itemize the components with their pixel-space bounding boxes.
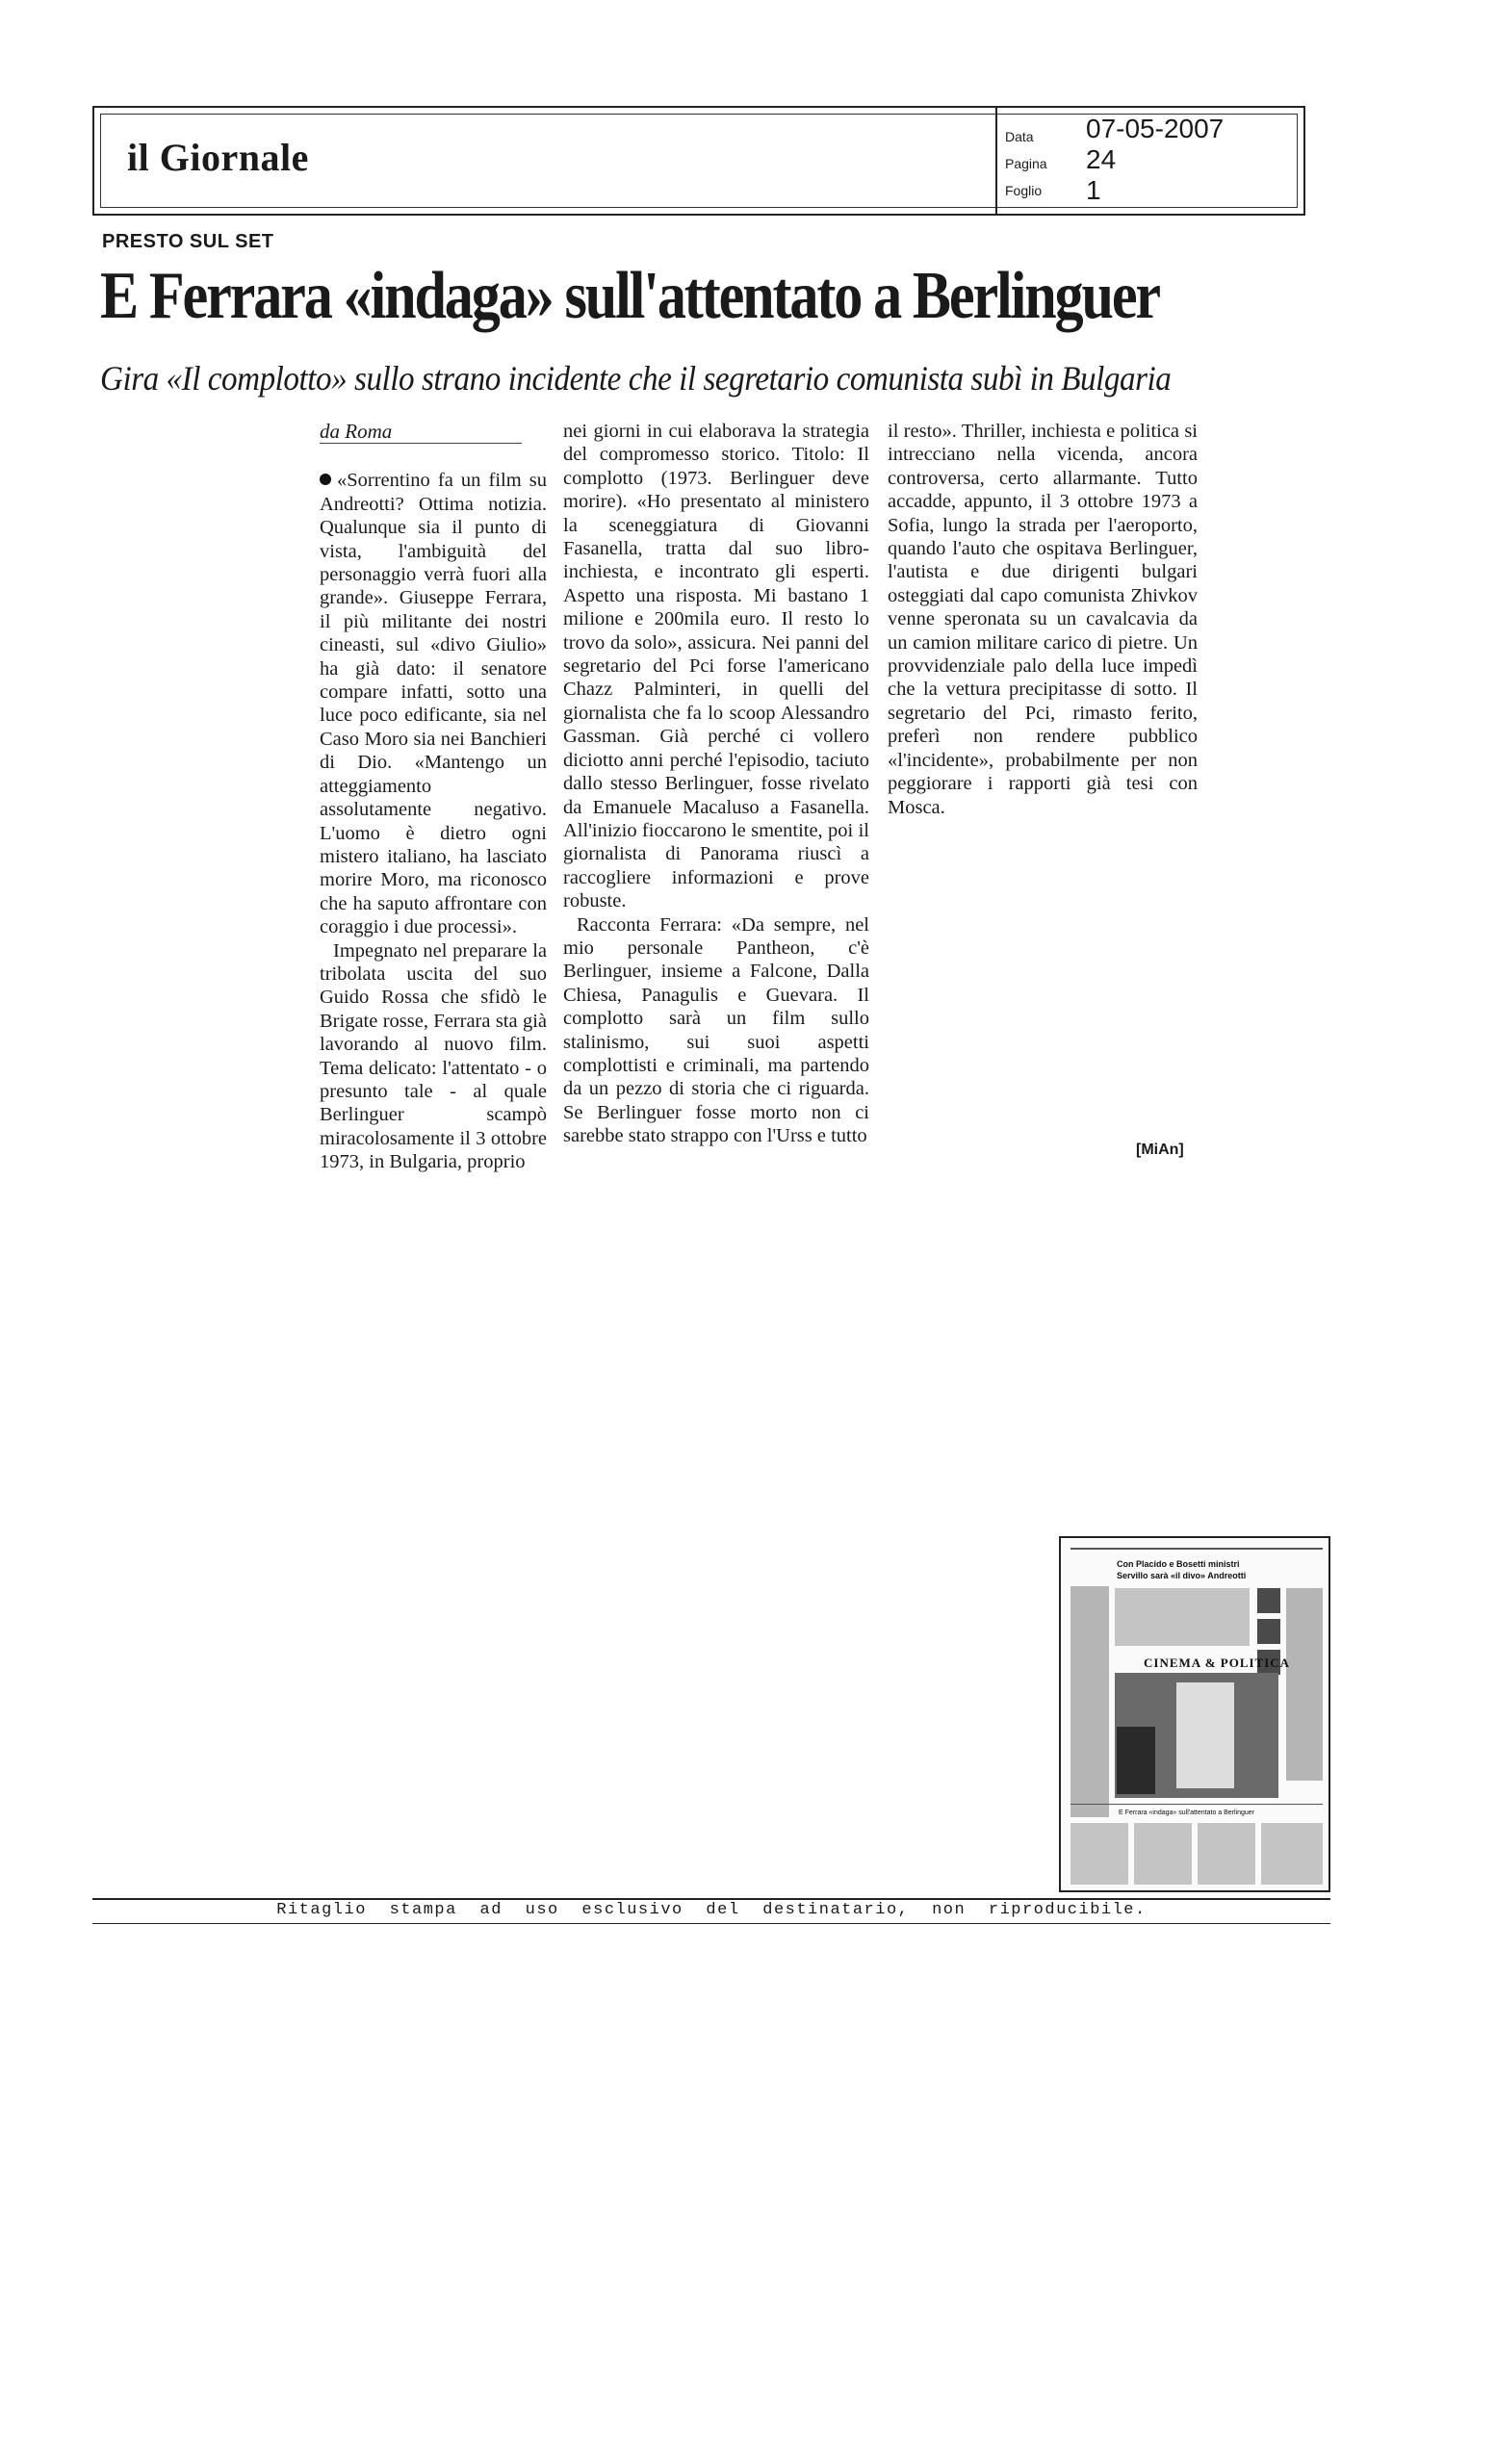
meta-labels — [1005, 123, 1092, 204]
column-paragraph: il resto». Thriller, inchiesta e politica si intrecciano nella vicenda, ancora controversa, certo allarmante. Tutto accadde, appunto, il 3 ottobre 1973 a Sofia, lungo la strada per l'aeroporto, quando l'auto che ospitava Berlinguer, l'autista e due dirigenti bulgari osteggiati dal capo comunista Zhivkov venne speronata su un cavalcavia da un camion militare carico di pietre. Un provvidenziale palo della luce impedì che la vettura precipitasse di sotto. Il segretario del Pci, rimasto ferito, preferì non rendere pubblico «l'incidente», probabilmente per non peggiorare i rapporti già tesi con Mosca. — [888, 421, 1198, 818]
thumbnail-rule — [1070, 1804, 1323, 1805]
sheet-value: 1 — [1086, 175, 1101, 205]
header-divider — [995, 108, 997, 214]
author-signature: [MiAn] — [1136, 1142, 1184, 1158]
thumbnail-article-caption: E Ferrara «indaga» sull'attentato a Berlinguer — [1119, 1810, 1255, 1816]
thumbnail-headline-2: Servillo sarà «il divo» Andreotti — [1117, 1571, 1247, 1580]
column-2-text — [563, 420, 869, 1148]
column-paragraph: «Sorrentino fa un film su Andreotti? Ottima notizia. Qualunque sia il punto di vista, l'ambiguità del personaggio verrà fuori alla grande». Giuseppe Ferrara, il più militante dei nostri cineasti, sul «divo Giulio» ha già dato: il senatore compare infatti, sotto una luce poco edificante, sia nel Caso Moro sia nei Banchieri di Dio. «Mantengo un atteggiamento assolutamente negativo. L'uomo è dietro ogni mistero italiano, ha lasciato morire Moro, ma riconosco che ha saputo affrontare con coraggio i due processi». — [320, 470, 547, 938]
article-byline: da Roma — [320, 420, 522, 444]
thumbnail-photo-figure — [1176, 1682, 1234, 1788]
bullet-icon — [320, 474, 331, 485]
article-column-2 — [563, 420, 869, 1148]
date-label: Data — [1005, 129, 1034, 144]
thumbnail-section-title: CINEMA & POLITICA — [1144, 1656, 1291, 1670]
thumbnail-headline-1: Con Placido e Bosetti ministri — [1117, 1559, 1240, 1569]
column-paragraph: Impegnato nel preparare la tribolata uscita del suo Guido Rossa che sfidò le Brigate rosse, Ferrara sta già lavorando al nuovo film. Tema delicato: l'attentato - o presunto tale - al quale Berlinguer scampò miracolosamente il 3 ottobre 1973, in Bulgaria, proprio — [320, 939, 547, 1173]
article-column-1 — [320, 420, 547, 1174]
page-value: 24 — [1086, 144, 1117, 174]
clipping-footer-notice: Ritaglio stampa ad uso esclusivo del destinatario, non riproducibile. — [92, 1898, 1330, 1924]
thumbnail-text-block — [1115, 1588, 1250, 1646]
date-value: 07-05-2007 — [1086, 114, 1225, 143]
column-3-text — [888, 420, 1198, 819]
thumbnail-text-column — [1070, 1586, 1109, 1817]
thumbnail-text-block — [1198, 1823, 1255, 1885]
clipping-header — [92, 106, 1305, 216]
page-label: Pagina — [1005, 156, 1047, 171]
article-headline: E Ferrara «indaga» sull'attentato a Berlinguer — [100, 259, 1159, 333]
thumbnail-text-block — [1070, 1823, 1128, 1885]
thumbnail-text-block — [1261, 1823, 1323, 1885]
article-subhead: Gira «Il complotto» sullo strano incidente che il segretario comunista subì in Bulgaria — [100, 359, 1172, 398]
thumbnail-photo-figure — [1117, 1727, 1155, 1794]
column-1-text — [320, 469, 547, 1173]
column-paragraph: Racconta Ferrara: «Da sempre, nel mio personale Pantheon, c'è Berlinguer, insieme a Falcone, Dalla Chiesa, Panagulis e Guevara. Il complotto sarà un film sullo stalinismo, sui suoi aspetti complottisti e criminali, ma partendo da un pezzo di storia che ci riguarda. Se Berlinguer fosse morto non ci sarebbe stato strappo con l'Urss e tutto — [563, 913, 869, 1147]
article-kicker: PRESTO SUL SET — [102, 231, 274, 252]
thumbnail-text-column — [1286, 1588, 1323, 1781]
page-thumbnail — [1059, 1536, 1330, 1892]
newspaper-masthead: il Giornale — [127, 136, 309, 179]
thumbnail-portrait — [1257, 1588, 1280, 1613]
column-paragraph: nei giorni in cui elaborava la strategia del compromesso storico. Titolo: Il complotto (1973. Berlinguer deve morire). «Ho presentato al ministero la sceneggiatura di Giovanni Fasanella, tratta dal suo libro-inchiesta, e incontrato gli esperti. Aspetto una risposta. Mi bastano 1 milione e 200mila euro. Il resto lo trovo da solo», assicura. Nei panni del segretario del Pci forse l'americano Chazz Palminteri, in quelli del giornalista che fa lo scoop Alessandro Gassman. Già perché ci vollero diciotto anni perché l'episodio, taciuto dallo stesso Berlinguer, fosse rivelato da Emanuele Macaluso a Fasanella. All'inizio fioccarono le smentite, poi il giornalista di Panorama riuscì a raccogliere informazioni e prove robuste. — [563, 421, 869, 912]
meta-values — [1086, 114, 1298, 206]
thumbnail-rule — [1070, 1548, 1323, 1550]
sheet-label: Foglio — [1005, 183, 1043, 198]
thumbnail-portrait — [1257, 1619, 1280, 1644]
article-column-3 — [888, 420, 1198, 819]
thumbnail-text-block — [1134, 1823, 1192, 1885]
